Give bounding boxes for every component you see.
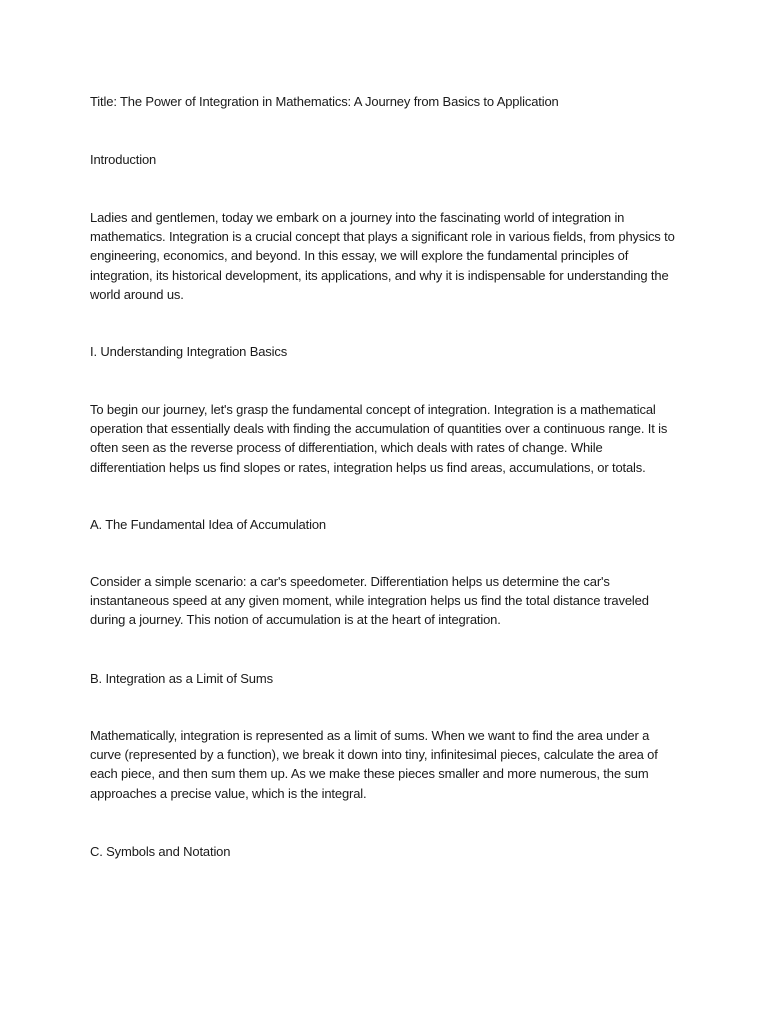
paragraph-line: instantaneous speed at any given moment, while integration helps us find the total distance traveled (90, 593, 649, 609)
paragraph-line: curve (represented by a function), we break it down into tiny, infinitesimal pieces, calculate the area of (90, 747, 658, 763)
paragraph-line: differentiation helps us find slopes or rates, integration helps us find areas, accumulations, or totals. (90, 459, 646, 475)
introduction-heading: Introduction (90, 152, 157, 167)
document-page (90, 0, 680, 1024)
paragraph-line: integration, its historical development, its applications, and why it is indispensable for understanding the (90, 267, 669, 283)
paragraph-line: Ladies and gentlemen, today we embark on a journey into the fascinating world of integration in (90, 210, 625, 225)
section-a-paragraph (90, 572, 680, 630)
paragraph-line: Mathematically, integration is represented as a limit of sums. When we want to find the area under a (90, 728, 650, 743)
paragraph-line: approaches a precise value, which is the integral. (90, 785, 367, 801)
paragraph-line: during a journey. This notion of accumulation is at the heart of integration. (90, 612, 501, 628)
section-a-heading: A. The Fundamental Idea of Accumulation (90, 517, 327, 532)
paragraph-line: often seen as the reverse process of differentiation, which deals with rates of change. While (90, 440, 603, 456)
section-1-heading: I. Understanding Integration Basics (90, 344, 288, 359)
section-b-paragraph (90, 726, 680, 803)
document-title: Title: The Power of Integration in Mathematics: A Journey from Basics to Application (90, 94, 559, 109)
paragraph-line: Consider a simple scenario: a car's speedometer. Differentiation helps us determine the car's (90, 574, 610, 589)
paragraph-line: engineering, economics, and beyond. In this essay, we will explore the fundamental principles of (90, 248, 629, 264)
paragraph-line: each piece, and then sum them up. As we make these pieces smaller and more numerous, the sum (90, 766, 649, 782)
section-1-paragraph (90, 400, 680, 477)
paragraph-line: world around us. (90, 286, 184, 302)
paragraph-line: To begin our journey, let's grasp the fundamental concept of integration. Integration is a mathematical (90, 402, 656, 417)
introduction-paragraph (90, 208, 680, 304)
paragraph-line: mathematics. Integration is a crucial concept that plays a significant role in various fields, from physics to (90, 229, 675, 245)
section-c-heading: C. Symbols and Notation (90, 844, 231, 859)
paragraph-line: operation that essentially deals with finding the accumulation of quantities over a continuous range. It is (90, 421, 668, 437)
section-b-heading: B. Integration as a Limit of Sums (90, 671, 273, 686)
